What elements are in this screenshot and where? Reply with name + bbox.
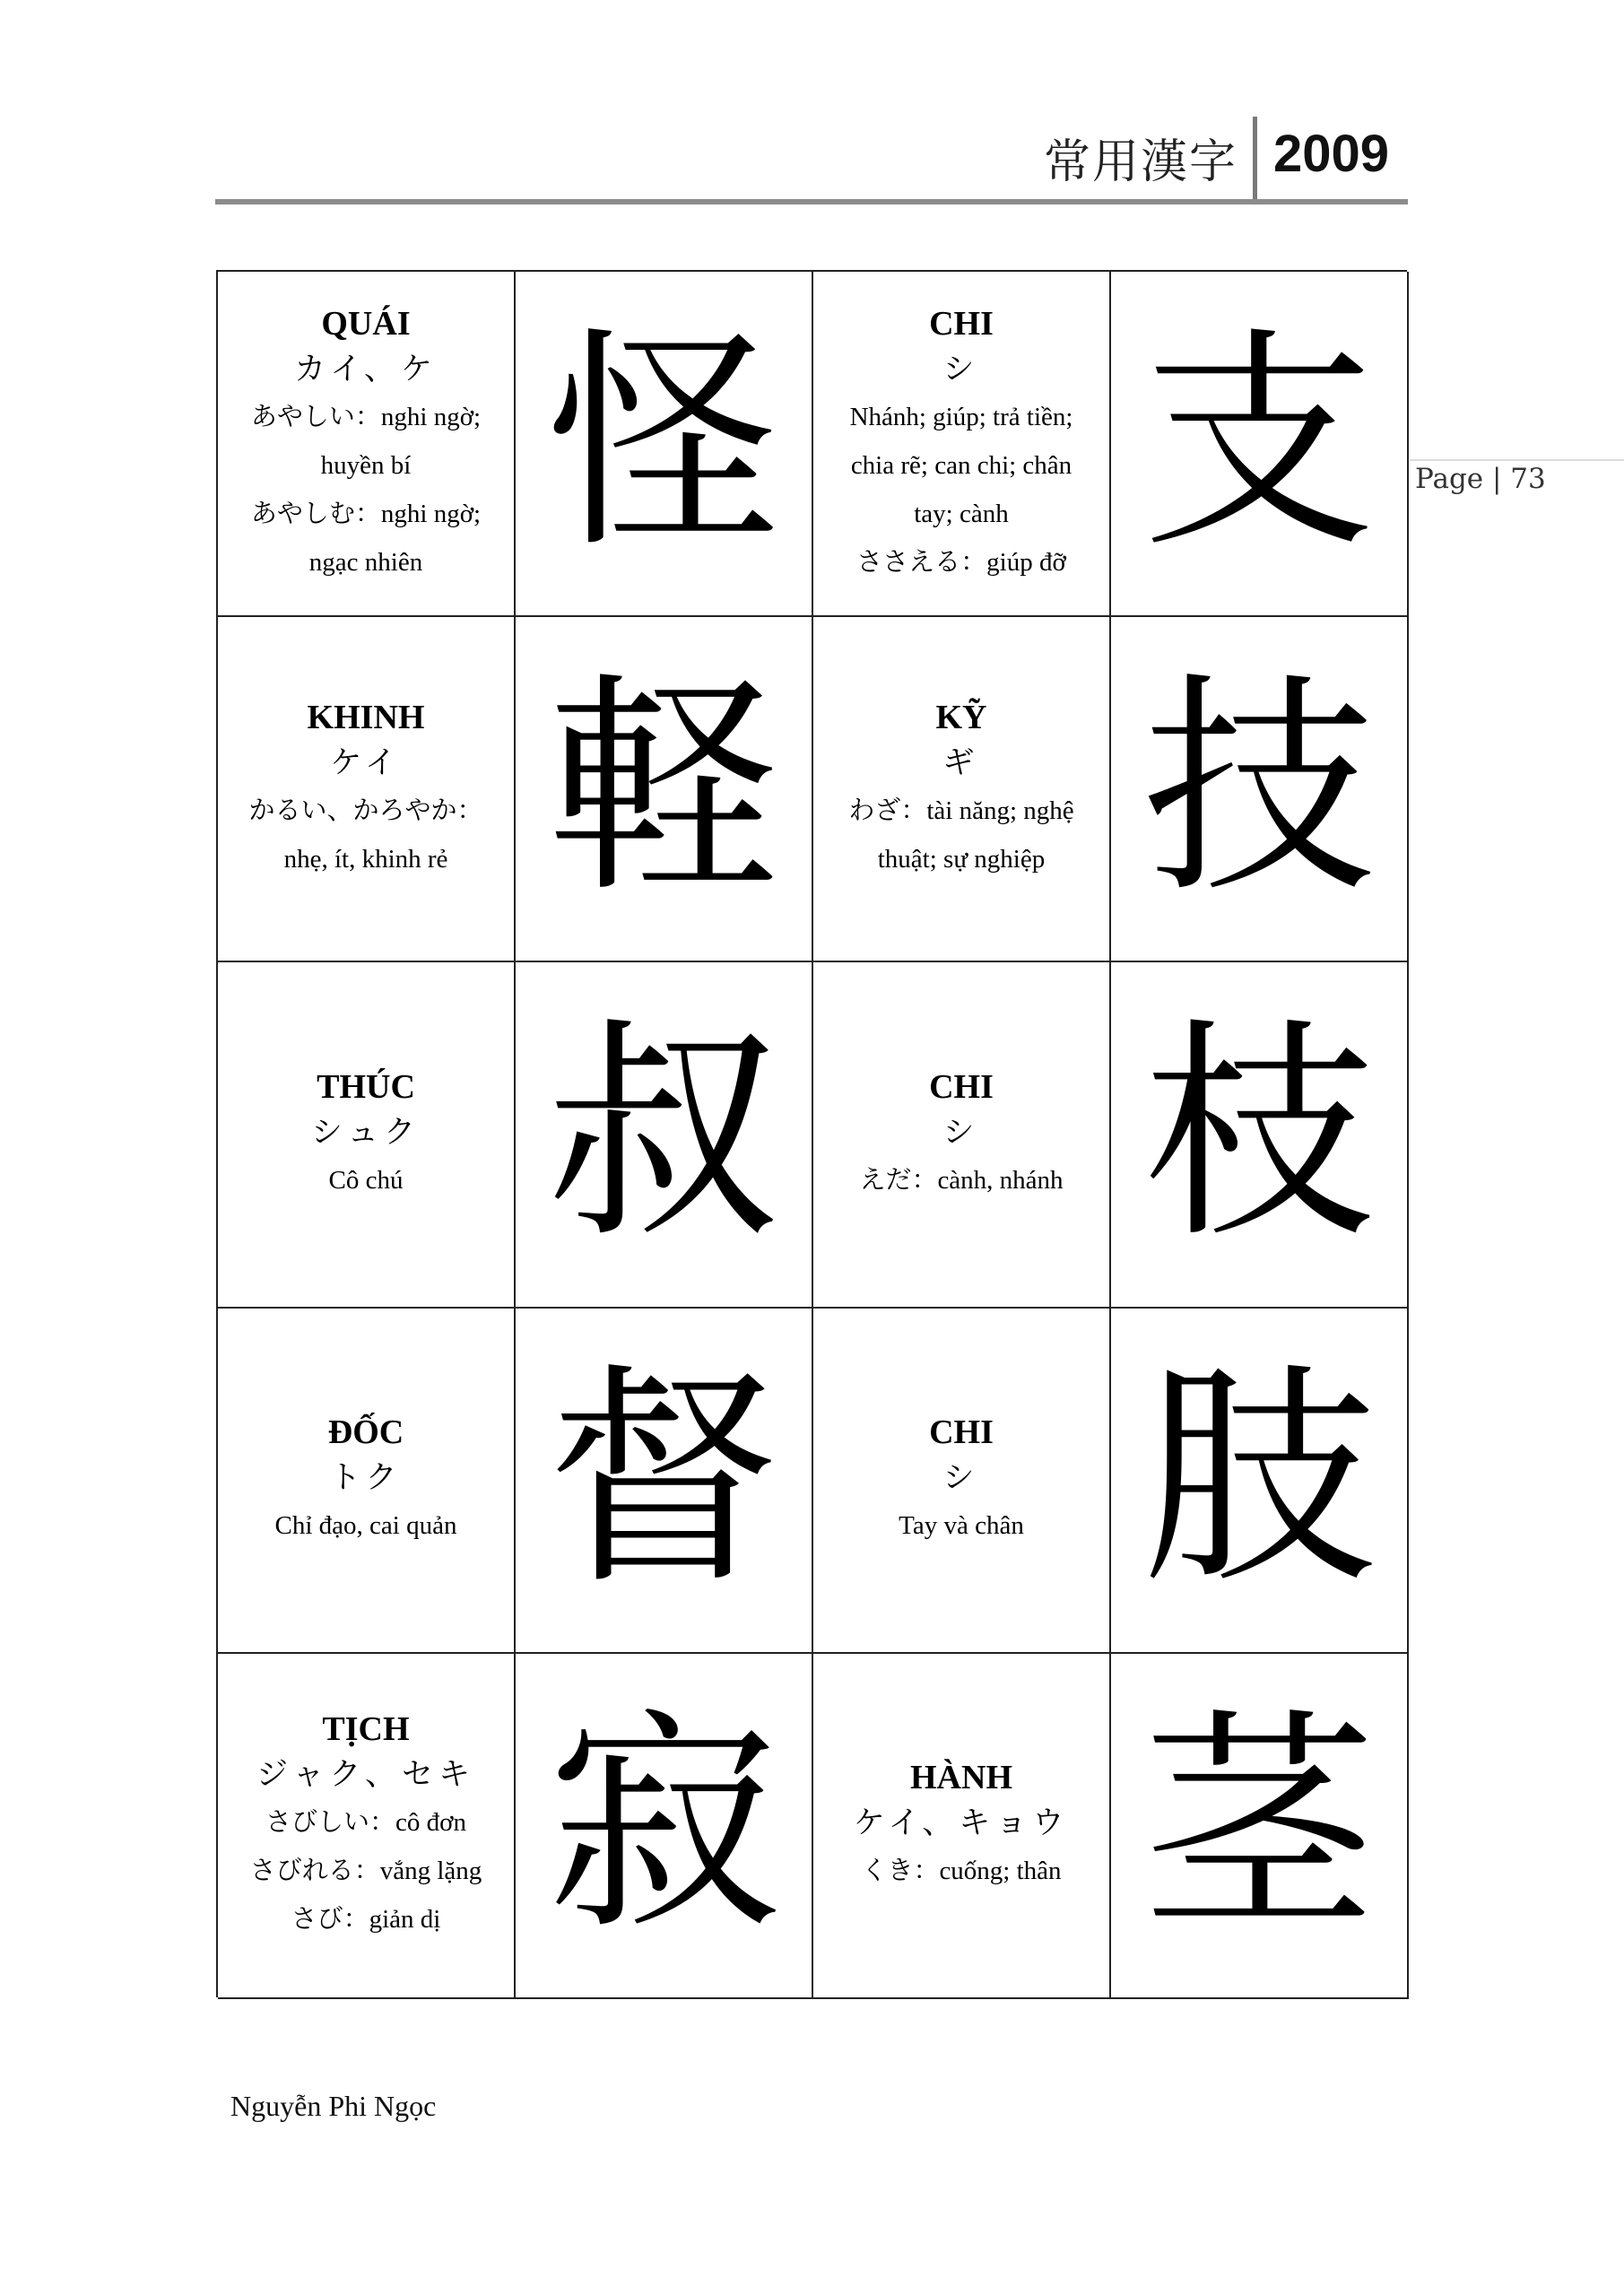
kanji-info-cell	[813, 1654, 1111, 1999]
kanji-character: 叔	[547, 998, 780, 1270]
kanji-character: 肢	[1142, 1344, 1376, 1616]
kanji-glyph-cell	[516, 617, 813, 962]
kanji-glyph-cell	[1111, 962, 1409, 1308]
sino-vietnamese-reading: KHINH	[307, 698, 425, 736]
kanji-character: 督	[547, 1344, 780, 1616]
on-reading-kana: ギ	[942, 744, 980, 781]
meaning-line: あやしい：nghi ngờ;	[250, 402, 482, 431]
kanji-glyph-cell	[516, 1309, 813, 1654]
sino-vietnamese-reading: CHI	[929, 304, 994, 343]
kanji-info-cell	[218, 272, 516, 617]
kanji-info-cell	[813, 962, 1111, 1308]
header-year: 2009	[1273, 125, 1390, 183]
meaning-line: さび：giản dị	[291, 1905, 441, 1935]
meaning-line: あやしむ：nghi ngờ;	[250, 499, 482, 528]
kanji-info-cell	[813, 617, 1111, 962]
on-reading-kana: ケイ	[330, 744, 402, 781]
kanji-character: 支	[1142, 308, 1376, 579]
sino-vietnamese-reading: TỊCH	[322, 1710, 410, 1749]
on-reading-kana: シ	[942, 1460, 980, 1497]
header-rule	[215, 199, 1408, 204]
meaning-line: tay; cành	[914, 499, 1009, 528]
meaning-line: ngạc nhiên	[308, 547, 423, 577]
meaning-line: Chỉ đạo, cai quản	[274, 1511, 457, 1541]
kanji-glyph-cell	[1111, 272, 1409, 617]
meaning-line: Tay và chân	[899, 1511, 1024, 1541]
kanji-character: 技	[1142, 653, 1376, 925]
sino-vietnamese-reading: QUÁI	[321, 304, 411, 343]
kanji-character: 軽	[547, 653, 780, 925]
sino-vietnamese-reading: ĐỐC	[327, 1413, 404, 1452]
on-reading-kana: トク	[329, 1460, 403, 1497]
kanji-character: 枝	[1142, 998, 1376, 1270]
on-reading-kana: ケイ、キョウ	[853, 1805, 1070, 1842]
meaning-line: わざ：tài năng; nghệ	[848, 796, 1074, 825]
on-reading-kana: カイ、ケ	[294, 351, 438, 387]
page-number-rule	[1410, 459, 1624, 461]
meaning-line: Cô chú	[328, 1165, 404, 1195]
meaning-line: Nhánh; giúp; trả tiền;	[849, 402, 1073, 431]
meaning-line: さびれる：vắng lặng	[249, 1857, 482, 1886]
header-title: 常用漢字	[1043, 135, 1238, 189]
kanji-character: 怪	[547, 308, 780, 579]
sino-vietnamese-reading: CHI	[929, 1067, 994, 1106]
meaning-line: chia rẽ; can chi; chân	[850, 450, 1073, 480]
kanji-info-cell	[218, 617, 516, 962]
on-reading-kana: シュク	[310, 1114, 421, 1151]
sino-vietnamese-reading: CHI	[929, 1413, 994, 1452]
kanji-glyph-cell	[516, 962, 813, 1308]
meaning-line: thuật; sự nghiệp	[877, 844, 1046, 874]
meaning-line: えだ：cành, nhánh	[859, 1165, 1064, 1195]
kanji-glyph-cell	[1111, 1654, 1409, 1999]
kanji-glyph-cell	[1111, 617, 1409, 962]
on-reading-kana: シ	[942, 351, 980, 387]
meaning-line: nhẹ, ít, khinh rẻ	[283, 844, 448, 874]
sino-vietnamese-reading: HÀNH	[910, 1759, 1012, 1797]
meaning-line: huyền bí	[320, 450, 412, 480]
kanji-glyph-cell	[516, 1654, 813, 1999]
kanji-info-cell	[218, 1654, 516, 1999]
header-divider	[1253, 117, 1257, 199]
footer-author: Nguyễn Phi Ngọc	[230, 2090, 437, 2122]
kanji-glyph-cell	[516, 272, 813, 617]
kanji-character: 茎	[1142, 1690, 1376, 1961]
kanji-info-cell	[218, 1309, 516, 1654]
meaning-line: ささえる：giúp đỡ	[856, 547, 1066, 577]
on-reading-kana: シ	[942, 1114, 980, 1151]
kanji-glyph-cell	[1111, 1309, 1409, 1654]
sino-vietnamese-reading: THÚC	[317, 1067, 415, 1106]
kanji-info-cell	[813, 272, 1111, 617]
kanji-info-cell	[218, 962, 516, 1308]
sino-vietnamese-reading: KỸ	[935, 698, 987, 736]
meaning-line: さびしい：cô đơn	[265, 1808, 466, 1838]
meaning-line: かるい、かろやか：	[248, 796, 483, 825]
kanji-table	[216, 270, 1407, 1997]
on-reading-kana: ジャク、セキ	[256, 1757, 475, 1794]
meaning-line: くき：cuống; thân	[861, 1857, 1062, 1886]
kanji-info-cell	[813, 1309, 1111, 1654]
page-number: Page | 73	[1415, 463, 1546, 495]
kanji-character: 寂	[547, 1690, 780, 1961]
page-header	[215, 117, 1408, 206]
